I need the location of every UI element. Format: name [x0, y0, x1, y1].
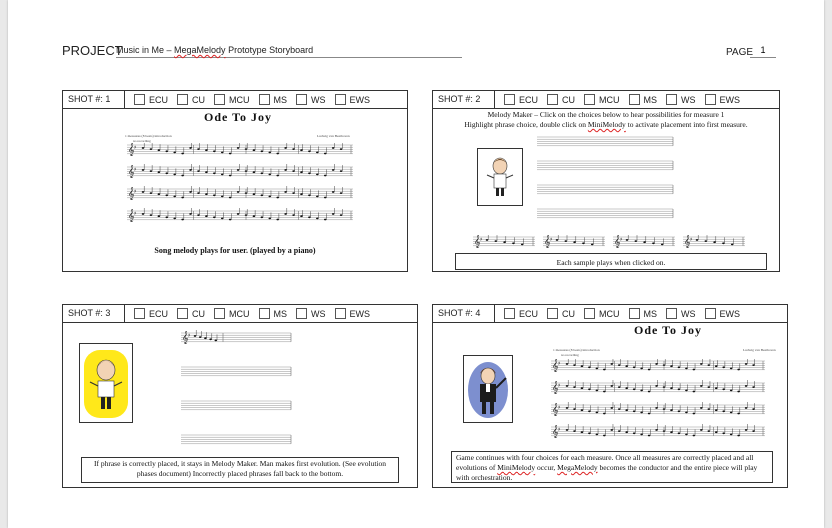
- checkbox[interactable]: [134, 308, 145, 319]
- shot-number: SHOT #: 4: [433, 305, 495, 322]
- caption-text: becomes the conductor and the entire piece will play with orchestration.: [456, 463, 758, 482]
- option-label: EWS: [719, 94, 741, 105]
- option-ms[interactable]: [259, 94, 288, 105]
- caption-brand: MegaMelody: [557, 463, 598, 472]
- shot-number: SHOT #: 2: [433, 91, 495, 108]
- staff-row: [551, 359, 765, 372]
- option-label: WS: [311, 94, 326, 105]
- option-label: MS: [273, 94, 288, 105]
- shot-header: [433, 305, 787, 323]
- sheet-title: Ode To Joy: [633, 323, 703, 337]
- shot-panel-3: [62, 304, 418, 488]
- checkbox[interactable]: [666, 94, 677, 105]
- shot-panel-4: [432, 304, 788, 488]
- checkbox[interactable]: [214, 94, 225, 105]
- project-title: [116, 45, 462, 58]
- checkbox[interactable]: [547, 308, 558, 319]
- svg-text:♯: ♯: [188, 333, 191, 339]
- option-ws[interactable]: [296, 308, 326, 319]
- minimelody-character[interactable]: [477, 148, 523, 206]
- option-label: MCU: [229, 308, 250, 319]
- option-ecu[interactable]: [134, 308, 168, 319]
- option-cu[interactable]: [547, 308, 575, 319]
- option-label: CU: [192, 94, 206, 105]
- instruction-text: to activate placement into first measure.: [625, 120, 748, 129]
- svg-text:♯: ♯: [558, 383, 561, 389]
- checkbox[interactable]: [629, 308, 640, 319]
- empty-staff: [181, 435, 291, 444]
- option-cu[interactable]: [177, 308, 205, 319]
- option-ews[interactable]: [705, 308, 741, 319]
- checkbox[interactable]: [259, 308, 270, 319]
- shot-panel-2: [432, 90, 780, 272]
- option-label: MS: [643, 308, 658, 319]
- option-label: ECU: [519, 308, 539, 319]
- checkbox[interactable]: [584, 308, 595, 319]
- checkbox[interactable]: [705, 94, 716, 105]
- option-label: MS: [273, 308, 288, 319]
- shot-number: SHOT #: 1: [63, 91, 125, 108]
- option-ews[interactable]: [335, 308, 371, 319]
- svg-text:♯: ♯: [620, 237, 623, 243]
- placed-staff: [181, 330, 291, 344]
- checkbox[interactable]: [705, 308, 716, 319]
- instruction-line-2: [433, 120, 779, 129]
- melody-maker-staves: [537, 135, 677, 225]
- shot-caption: Each sample plays when clicked on.: [455, 253, 767, 270]
- staff-row: [551, 402, 765, 416]
- staff-row: [127, 186, 353, 200]
- svg-text:♯: ♯: [558, 405, 561, 411]
- option-ecu[interactable]: [504, 94, 538, 105]
- shot-header: [63, 91, 407, 109]
- option-ms[interactable]: [629, 308, 658, 319]
- option-ecu[interactable]: [134, 94, 168, 105]
- option-ecu[interactable]: [504, 308, 538, 319]
- checkbox[interactable]: [177, 308, 188, 319]
- checkbox[interactable]: [296, 308, 307, 319]
- checkbox[interactable]: [335, 94, 346, 105]
- svg-text:𝄞: 𝄞: [128, 187, 135, 200]
- option-label: WS: [311, 308, 326, 319]
- option-ews[interactable]: [335, 94, 371, 105]
- option-label: MCU: [229, 94, 250, 105]
- caption-brand: MiniMelody: [497, 463, 536, 472]
- svg-text:𝄞: 𝄞: [128, 209, 135, 222]
- shot-header: [433, 91, 779, 109]
- option-cu[interactable]: [177, 94, 205, 105]
- option-label: ECU: [149, 94, 169, 105]
- title-brand: MegaMelody: [174, 45, 226, 55]
- sheet-subtitle-2: no recording: [133, 139, 151, 143]
- checkbox[interactable]: [259, 94, 270, 105]
- option-label: EWS: [719, 308, 741, 319]
- phrase-choices: [473, 235, 755, 255]
- option-mcu[interactable]: [584, 94, 620, 105]
- checkbox[interactable]: [214, 308, 225, 319]
- option-label: EWS: [349, 308, 371, 319]
- empty-staff: [537, 161, 673, 170]
- character-glow-icon: [80, 344, 132, 422]
- sheet-subtitle-2: no recording: [561, 353, 579, 357]
- option-label: WS: [681, 308, 696, 319]
- svg-text:𝄞: 𝄞: [474, 235, 481, 248]
- checkbox[interactable]: [177, 94, 188, 105]
- storyboard-page: [8, 0, 824, 528]
- option-mcu[interactable]: [584, 308, 620, 319]
- empty-staff: [537, 185, 673, 194]
- staff-row: [127, 164, 353, 178]
- svg-text:𝄞: 𝄞: [128, 165, 135, 178]
- svg-text:𝄞: 𝄞: [614, 235, 621, 248]
- svg-text:♯: ♯: [558, 361, 561, 367]
- shot-caption: Song melody plays for user. (played by a piano): [154, 246, 316, 255]
- option-ws[interactable]: [666, 94, 696, 105]
- option-label: CU: [562, 94, 576, 105]
- staff-row: [127, 208, 353, 222]
- option-label: ECU: [149, 308, 169, 319]
- shot-caption: If phrase is correctly placed, it stays in Melody Maker. Man makes first evolution. (See evolution phases document) Incorrectly placed phrases fall back to the bottom.: [81, 457, 399, 483]
- shot-panel-1: [62, 90, 408, 272]
- sheet-music: [551, 359, 771, 447]
- phrase-choice-4[interactable]: [683, 235, 745, 248]
- project-label: PROJECT: [62, 43, 123, 58]
- instruction-brand: MiniMelody: [587, 120, 626, 129]
- svg-text:♯: ♯: [134, 211, 137, 217]
- svg-text:𝄞: 𝄞: [552, 425, 559, 438]
- option-ws[interactable]: [296, 94, 326, 105]
- checkbox[interactable]: [335, 308, 346, 319]
- sheet-subtitle: 1 measures (8 beats) introduction: [553, 348, 600, 352]
- conductor-icon: [464, 356, 512, 422]
- checkbox[interactable]: [504, 94, 515, 105]
- svg-text:𝄞: 𝄞: [552, 403, 559, 416]
- title-prefix: Music in Me –: [116, 45, 175, 55]
- page-label: PAGE: [726, 47, 754, 58]
- staff-row: [551, 424, 765, 438]
- option-label: CU: [192, 308, 206, 319]
- option-label: MCU: [599, 308, 620, 319]
- checkbox[interactable]: [296, 94, 307, 105]
- checkbox[interactable]: [629, 94, 640, 105]
- melody-maker-staves: [181, 329, 295, 451]
- option-ms[interactable]: [629, 94, 658, 105]
- sheet-subtitle: 1 measures (8 beats) introduction: [125, 134, 172, 138]
- checkbox[interactable]: [547, 94, 558, 105]
- instruction-text: Highlight phrase choice, double click on: [464, 120, 588, 129]
- shot-caption: [451, 451, 773, 483]
- empty-staff: [181, 401, 291, 410]
- option-ews[interactable]: [705, 94, 741, 105]
- instruction-line-1: Melody Maker – Click on the choices below to hear possibilities for measure 1: [487, 110, 725, 119]
- empty-staff: [181, 367, 291, 376]
- character-icon: [478, 149, 522, 205]
- svg-text:♯: ♯: [480, 237, 483, 243]
- option-mcu[interactable]: [214, 94, 250, 105]
- staff-row: [551, 380, 765, 394]
- option-ms[interactable]: [259, 308, 288, 319]
- empty-staff: [537, 137, 673, 146]
- svg-text:♯: ♯: [550, 237, 553, 243]
- shot-number: SHOT #: 3: [63, 305, 125, 322]
- svg-text:𝄞: 𝄞: [544, 235, 551, 248]
- option-ws[interactable]: [666, 308, 696, 319]
- option-label: MCU: [599, 94, 620, 105]
- checkbox[interactable]: [504, 308, 515, 319]
- sheet-title: Ode To Joy: [203, 110, 273, 124]
- checkbox[interactable]: [134, 94, 145, 105]
- phrase-choice-1[interactable]: [473, 235, 535, 248]
- phrase-choice-2[interactable]: [543, 235, 605, 248]
- option-label: MS: [643, 94, 658, 105]
- sheet-music: [127, 143, 359, 231]
- evolved-character[interactable]: [79, 343, 133, 423]
- composer: Ludwig van Beethoven: [317, 134, 350, 138]
- svg-text:♯: ♯: [134, 145, 137, 151]
- page-number: 1: [750, 45, 776, 58]
- option-label: WS: [681, 94, 696, 105]
- shot-header: [63, 305, 417, 323]
- svg-text:𝄞: 𝄞: [552, 381, 559, 394]
- title-suffix: Prototype Storyboard: [225, 45, 314, 55]
- svg-text:♯: ♯: [134, 167, 137, 173]
- caption-text: occur,: [535, 463, 558, 472]
- option-label: EWS: [349, 94, 371, 105]
- option-cu[interactable]: [547, 94, 575, 105]
- svg-text:𝄞: 𝄞: [182, 331, 189, 344]
- option-label: CU: [562, 308, 576, 319]
- svg-text:𝄞: 𝄞: [552, 359, 559, 372]
- svg-text:♯: ♯: [134, 189, 137, 195]
- staff-row: [127, 143, 353, 156]
- svg-text:𝄞: 𝄞: [128, 143, 135, 156]
- conductor-character[interactable]: [463, 355, 513, 423]
- composer: Ludwig van Beethoven: [743, 348, 776, 352]
- caption-text: Game continues with four choices for each measure. Once all measures are correctly placed and all evolutions of: [456, 453, 754, 472]
- checkbox[interactable]: [666, 308, 677, 319]
- svg-text:♯: ♯: [558, 427, 561, 433]
- checkbox[interactable]: [584, 94, 595, 105]
- empty-staff: [537, 209, 673, 218]
- option-label: ECU: [519, 94, 539, 105]
- phrase-choice-3[interactable]: [613, 235, 675, 248]
- svg-text:♯: ♯: [690, 237, 693, 243]
- option-mcu[interactable]: [214, 308, 250, 319]
- svg-text:𝄞: 𝄞: [684, 235, 691, 248]
